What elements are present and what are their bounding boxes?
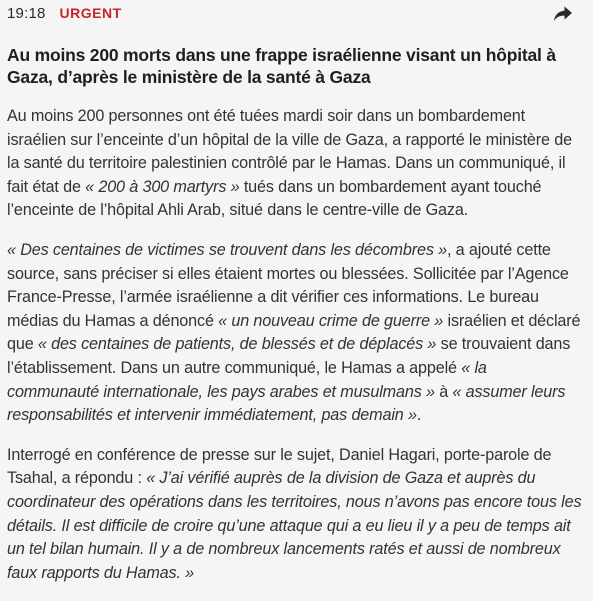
paragraph-text: se trouvaient dans l’établissement. Dans un autre communiqué, le Hamas a appelé	[7, 335, 571, 377]
quote: « J’ai vérifié auprès de la division de Gaza et auprès du coordinateur des opérations dans les territoires, nous n’avons pas encore tous les détails. Il est difficile de croire qu’une attaque qui a eu lieu il y a peu de temps ait un tel bilan humain. Il y a de nombreux lancements ratés et aussi de nombreux faux rapports du Hamas. »	[7, 469, 582, 582]
paragraph-text: tués dans un bombardement ayant touché l’enceinte de l’hôpital Ahli Arab, situé dans le centre-ville de Gaza.	[7, 177, 542, 220]
article-title: Au moins 200 morts dans une frappe israélienne visant un hôpital à Gaza, d’après le ministère de la santé à Gaza	[7, 45, 556, 87]
quote: « la communauté internationale, les pays arabes et musulmans »	[7, 358, 487, 401]
article-paragraph-2	[7, 239, 583, 428]
article-paragraph-1	[7, 105, 583, 223]
paragraph-text: .	[416, 406, 422, 425]
article-paragraph-3	[7, 444, 583, 586]
paragraph-text: à	[434, 382, 453, 401]
share-arrow-icon[interactable]	[553, 5, 573, 23]
quote: « assumer leurs responsabilités et intervenir immédiatement, pas demain »	[7, 382, 566, 425]
quote: « des centaines de patients, de blessés et de déplacés »	[37, 335, 437, 354]
quote: « 200 à 300 martyrs »	[85, 177, 240, 196]
quote: « Des centaines de victimes se trouvent dans les décombres »	[7, 240, 447, 259]
timestamp: 19:18	[7, 4, 46, 22]
paragraph-text: Au moins 200 personnes ont été tuées mardi soir dans un bombardement israélien sur l’enceinte d’un hôpital de la ville de Gaza, a rapporté le ministère de la santé du territoire palestinien contrôlé par le Hamas. Dans un communiqué, il fait état de	[7, 107, 572, 196]
share-arrow-icon-svg	[553, 5, 573, 23]
paragraph-text: , a ajouté cette source, sans préciser si elles étaient mortes ou blessées. Sollicitée par l’Agence France-Presse, l’armée israélienne a dit vérifier ces informations. Le bureau médias du Hamas a dénoncé	[7, 240, 569, 330]
news-header-bar	[7, 0, 583, 26]
paragraph-text: Interrogé en conférence de presse sur le sujet, Daniel Hagari, porte-parole de Tsahal, a répondu :	[7, 445, 552, 488]
paragraph-text: israélien et déclaré que	[7, 311, 581, 354]
urgent-badge: URGENT	[59, 5, 122, 21]
quote: « un nouveau crime de guerre »	[218, 311, 444, 330]
